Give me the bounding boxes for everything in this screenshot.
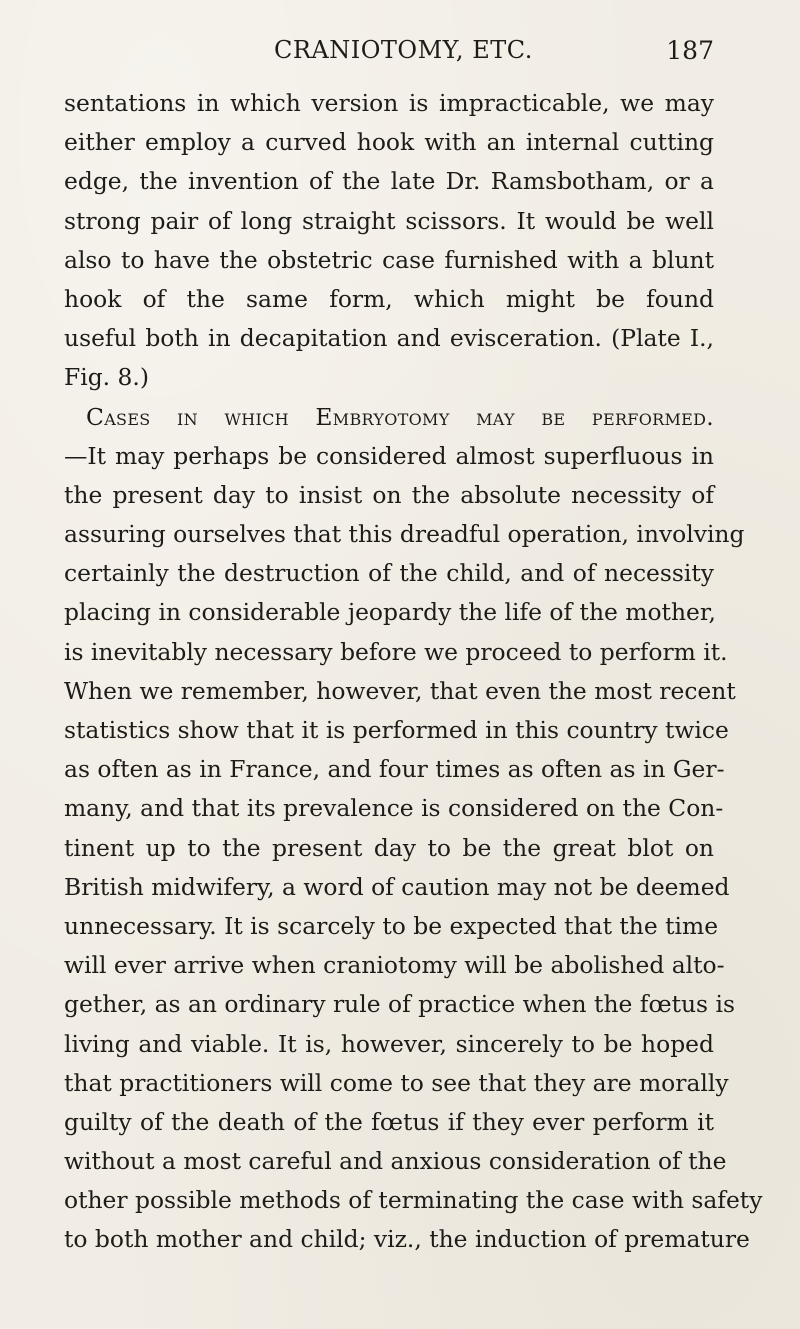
- text-line: assuring ourselves that this dreadful operation, involving: [64, 520, 745, 549]
- text-line: edge, the invention of the late Dr. Ramsbotham, or a: [64, 167, 714, 196]
- text-line: guilty of the death of the fœtus if they ever perform it: [64, 1107, 714, 1136]
- text-line: placing in considerable jeopardy the life of the mother,: [64, 598, 716, 627]
- text-line: will ever arrive when craniotomy will be abolished alto-: [64, 951, 725, 980]
- text-line: gether, as an ordinary rule of practice when the fœtus is: [64, 990, 735, 1019]
- text-line: that practitioners will come to see that they are morally: [64, 1068, 729, 1097]
- text-line: to both mother and child; viz., the induction of premature: [64, 1225, 750, 1254]
- text-line: tinent up to the present day to be the great blot on: [64, 833, 714, 862]
- text-line: Fig. 8.): [64, 363, 149, 392]
- page-number: 187: [666, 36, 714, 65]
- text-line: living and viable. It is, however, sincerely to be hoped: [64, 1029, 714, 1058]
- text-line: either employ a curved hook with an internal cutting: [64, 128, 714, 157]
- running-head: CRANIOTOMY, ETC.: [274, 36, 533, 64]
- text-line: sentations in which version is impracticable, we may: [64, 89, 714, 117]
- body-text: [64, 84, 763, 1260]
- section-heading: Cases in which Embryotomy may be performed.: [86, 402, 714, 431]
- text-line: also to have the obstetric case furnished with a blunt: [64, 245, 714, 274]
- text-line: strong pair of long straight scissors. It would be well: [64, 206, 714, 235]
- text-line: many, and that its prevalence is considered on the Con-: [64, 794, 724, 823]
- text-line: statistics show that it is performed in this country twice: [64, 716, 729, 744]
- text-line: unnecessary. It is scarcely to be expected that the time: [64, 911, 719, 940]
- text-line: When we remember, however, that even the most recent: [64, 676, 736, 705]
- text-line: British midwifery, a word of caution may not be deemed: [64, 872, 730, 901]
- page-header: [64, 36, 714, 76]
- text-line: useful both in decapitation and evisceration. (Plate I.,: [64, 324, 714, 353]
- text-line: is inevitably necessary before we proceed to perform it.: [64, 637, 728, 666]
- text-line: other possible methods of terminating the case with safety: [64, 1186, 763, 1215]
- text-line: —It may perhaps be considered almost superfluous in: [64, 441, 714, 470]
- text-line: the present day to insist on the absolute necessity of: [64, 480, 714, 509]
- text-line: certainly the destruction of the child, and of necessity: [64, 559, 714, 588]
- text-line: as often as in France, and four times as often as in Ger-: [64, 755, 725, 784]
- text-line: without a most careful and anxious consideration of the: [64, 1147, 727, 1176]
- text-line: hook of the same form, which might be found: [64, 284, 714, 313]
